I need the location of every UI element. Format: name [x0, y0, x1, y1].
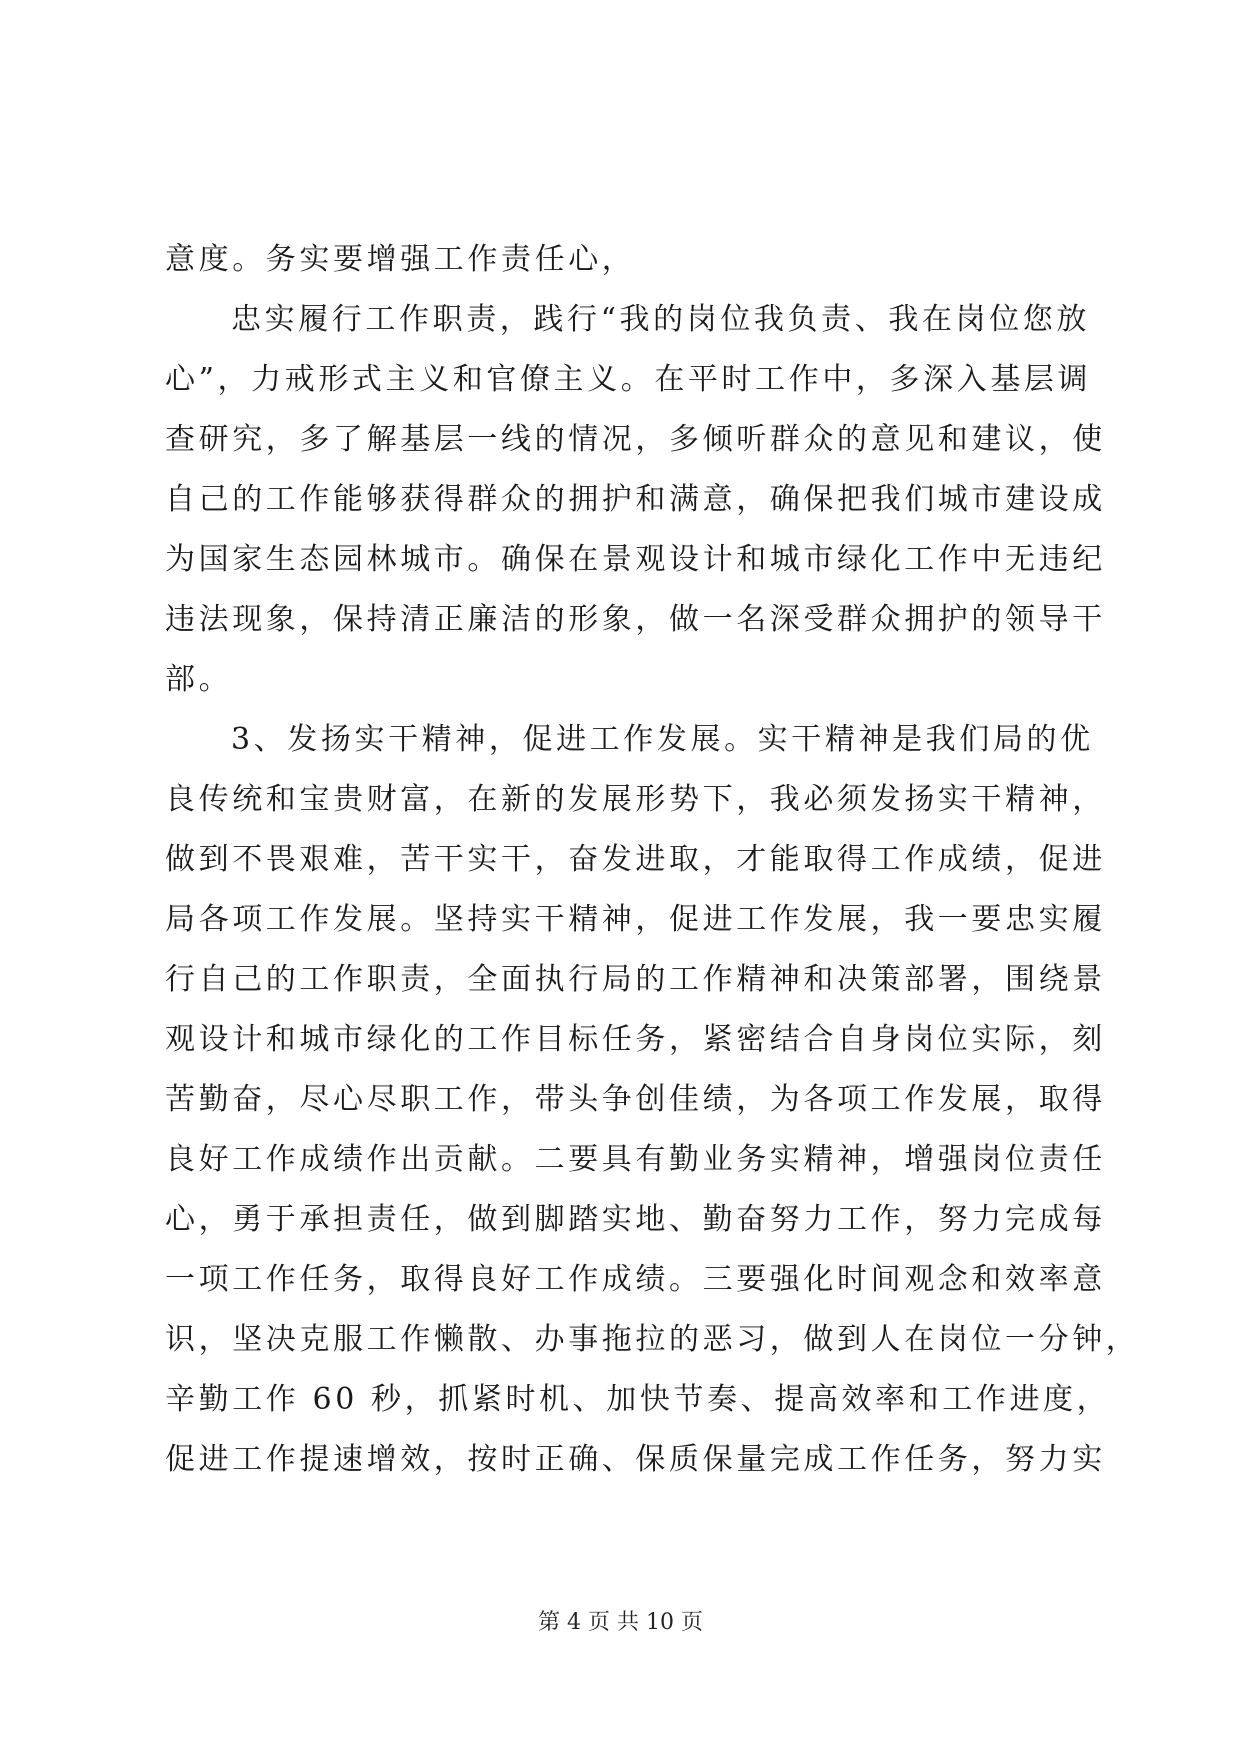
text-line: 心”，力戒形式主义和官僚主义。在平时工作中，多深入基层调: [165, 362, 1092, 397]
text-line: 做到不畏艰难，苦干实干，奋发进取，才能取得工作成绩，促进: [165, 842, 1106, 877]
text-line: 苦勤奋，尽心尽职工作，带头争创佳绩，为各项工作发展，取得: [165, 1082, 1106, 1117]
page-number-footer: 第 4 页 共 10 页: [538, 1610, 703, 1635]
text-line: 局各项工作发展。坚持实干精神，促进工作发展，我一要忠实履: [165, 902, 1106, 937]
text-line: 意度。务实要增强工作责任心，: [165, 242, 636, 277]
text-line: 自己的工作能够获得群众的拥护和满意，确保把我们城市建设成: [165, 482, 1106, 517]
text-line: 观设计和城市绿化的工作目标任务，紧密结合自身岗位实际，刻: [165, 1022, 1106, 1057]
text-line: 违法现象，保持清正廉洁的形象，做一名深受群众拥护的领导干: [165, 602, 1106, 637]
text-line: 一项工作任务，取得良好工作成绩。三要强化时间观念和效率意: [165, 1262, 1106, 1297]
text-line: 为国家生态园林城市。确保在景观设计和城市绿化工作中无违纪: [165, 542, 1106, 577]
body-text: [165, 230, 1140, 1490]
text-line: 行自己的工作职责，全面执行局的工作精神和决策部署，围绕景: [165, 962, 1106, 997]
text-line: 良好工作成绩作出贡献。二要具有勤业务实精神，增强岗位责任: [165, 1142, 1106, 1177]
text-line: 识，坚决克服工作懒散、办事拖拉的恶习，做到人在岗位一分钟，: [165, 1322, 1140, 1357]
text-line: 3、发扬实干精神，促进工作发展。实干精神是我们局的优: [231, 722, 1094, 757]
text-line: 辛勤工作 60 秒，抓紧时机、加快节奏、提高效率和工作进度，: [165, 1382, 1111, 1417]
text-line: 忠实履行工作职责，践行“我的岗位我负责、我在岗位您放: [231, 302, 1090, 337]
text-line: 促进工作提速增效，按时正确、保质保量完成工作任务，努力实: [165, 1442, 1106, 1477]
text-line: 查研究，多了解基层一线的情况，多倾听群众的意见和建议，使: [165, 422, 1106, 457]
text-line: 良传统和宝贵财富，在新的发展形势下，我必须发扬实干精神，: [165, 782, 1106, 817]
text-line: 部。: [165, 662, 233, 697]
text-line: 心，勇于承担责任，做到脚踏实地、勤奋努力工作，努力完成每: [165, 1202, 1106, 1237]
